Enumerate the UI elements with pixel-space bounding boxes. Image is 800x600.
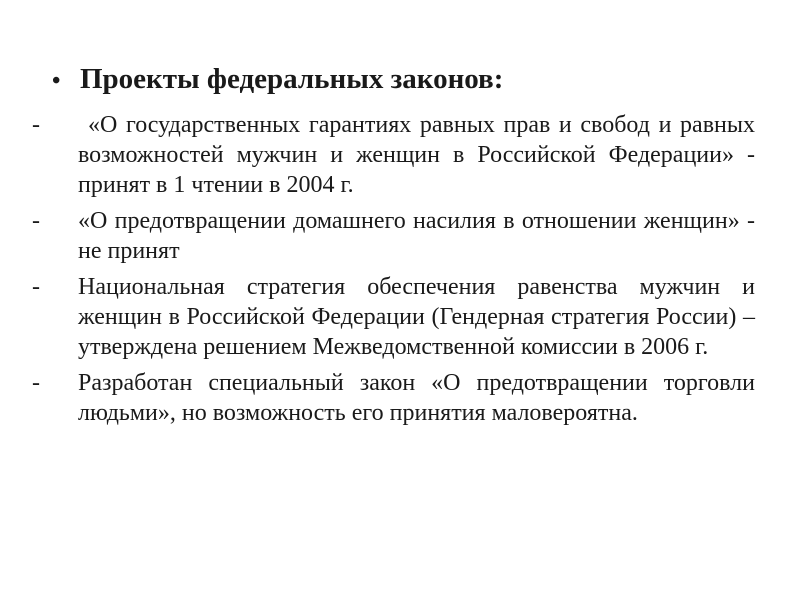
slide-heading: [52, 62, 503, 98]
dash-marker: -: [32, 208, 40, 234]
heading-text: Проекты федеральных законов:: [80, 63, 504, 95]
list-item: [30, 110, 755, 200]
list-item-text: Национальная стратегия обеспечения равенства мужчин и женщин в Российской Федерации (Гендерная стратегия России) – утверждена решением Межведомственной комиссии в 2006 г.: [78, 274, 755, 360]
list-item: [30, 272, 755, 362]
list-item-text: Разработан специальный закон «О предотвращении торговли людьми», но возможность его принятия маловероятна.: [78, 370, 755, 426]
dash-marker: -: [32, 274, 40, 300]
list-item: [30, 206, 755, 266]
dash-marker: -: [32, 112, 40, 138]
bullet-icon: •: [52, 68, 61, 94]
dash-marker: -: [32, 370, 40, 396]
list-item-text: «О государственных гарантиях равных прав и свобод и равных возможностей мужчин и женщин в Российской Федерации» - принят в 1 чтении в 2004 г.: [78, 112, 755, 198]
list-item-text: «О предотвращении домашнего насилия в отношении женщин» - не принят: [78, 208, 755, 264]
list-item: [30, 368, 755, 428]
bullet-list: [30, 110, 755, 434]
